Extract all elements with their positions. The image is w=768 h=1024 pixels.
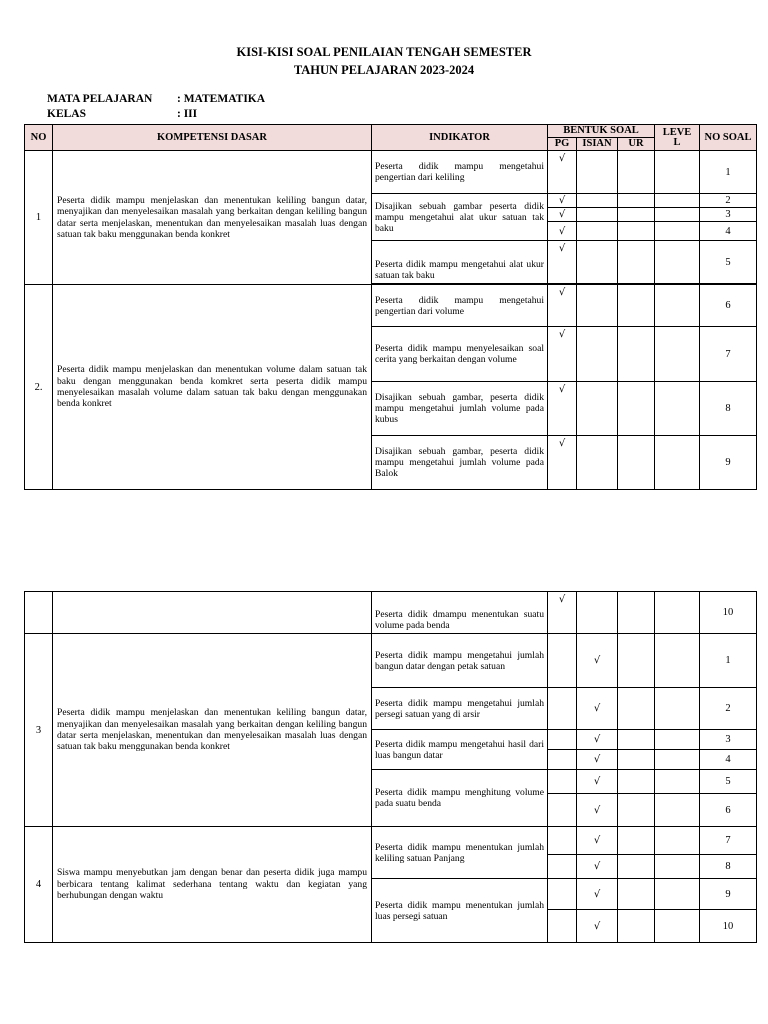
kompetensi-dasar-cell: Peserta didik mampu menjelaskan dan menentukan keliling bangun datar, menyajikan dan menyelesaikan masalah yang berkaitan dengan keliling bangun datar serta menjelaskan, menentukan dan menyelesaikan masalah luas dengan satuan tak baku menggunakan benda konkret: [53, 634, 372, 827]
indicator-cell: Peserta didik mampu mengetahui pengertian dari volume: [372, 285, 548, 327]
row-number: 1: [25, 151, 53, 285]
col-isian: ISIAN: [577, 138, 618, 151]
check-mark: √: [577, 730, 618, 750]
indicator-cell: Peserta didik dmampu menentukan suatu volume pada benda: [372, 592, 548, 634]
check-mark: √: [577, 688, 618, 730]
col-no: NO: [25, 125, 53, 151]
kompetensi-dasar-cell: Siswa mampu menyebutkan jam dengan benar dan peserta didik juga mampu berbicara tentang kalimat sederhana tentang waktu dan kegiatan yang berhubungan dengan waktu: [53, 827, 372, 943]
col-bentuk-soal: BENTUK SOAL: [548, 125, 655, 138]
subject-row: [47, 93, 265, 105]
question-number: 9: [700, 436, 757, 490]
col-indikator: INDIKATOR: [372, 125, 548, 151]
indicator-cell: Peserta didik mampu menentukan jumlah keliling satuan Panjang: [372, 827, 548, 879]
col-level: LEVE L: [655, 125, 700, 151]
indicator-cell: Peserta didik mampu mengetahui pengertian dari keliling: [372, 151, 548, 194]
indicator-cell: Peserta didik mampu mengetahui jumlah persegi satuan yang di arsir: [372, 688, 548, 730]
kompetensi-dasar-cell: Peserta didik mampu menjelaskan dan menentukan volume dalam satuan tak baku dengan menggunakan benda komkret serta peserta didik mampu menyelesaikan masalah volume dalam satuan tak baku dengan menggunakan benda konkret: [53, 285, 372, 490]
grid-table-page-1: [24, 124, 757, 490]
col-pg: PG: [548, 138, 577, 151]
question-number: 1: [700, 634, 757, 688]
kompetensi-dasar-cell: Peserta didik mampu menjelaskan dan menentukan keliling bangun datar, menyajikan dan menyelesaikan masalah yang berkaitan dengan keliling bangun datar serta menjelaskan, menentukan dan menyelesaikan masalah luas dengan satuan tak baku menggunakan benda konkret: [53, 151, 372, 285]
question-number: 2: [700, 194, 757, 208]
row-number: 4: [25, 827, 53, 943]
question-number: 7: [700, 827, 757, 855]
indicator-cell: Disajikan sebuah gambar, peserta didik mampu mengetahui jumlah volume pada kubus: [372, 382, 548, 436]
question-number: 7: [700, 327, 757, 382]
indicator-cell: Peserta didik mampu menghitung volume pada suatu benda: [372, 770, 548, 827]
subject-value: : MATEMATIKA: [177, 93, 266, 105]
question-number: 10: [700, 592, 757, 634]
table-row: [25, 285, 757, 327]
subject-label: MATA PELAJARAN: [47, 93, 153, 105]
check-mark: √: [577, 855, 618, 879]
check-mark: √: [577, 879, 618, 910]
header-row: [25, 125, 757, 138]
table-row: [25, 592, 757, 634]
check-mark: √: [577, 827, 618, 855]
check-mark: √: [548, 327, 577, 382]
question-number: 9: [700, 879, 757, 910]
question-number: 8: [700, 855, 757, 879]
col-no-soal: NO SOAL: [700, 125, 757, 151]
question-number: 6: [700, 285, 757, 327]
indicator-cell: Peserta didik mampu mengetahui hasil dari luas bangun datar: [372, 730, 548, 770]
question-number: 5: [700, 770, 757, 794]
class-value: : III: [177, 108, 198, 120]
indicator-cell: Disajikan sebuah gambar, peserta didik mampu mengetahui jumlah volume pada Balok: [372, 436, 548, 490]
col-ur: UR: [618, 138, 655, 151]
check-mark: √: [548, 241, 577, 284]
question-number: 10: [700, 910, 757, 943]
class-label: KELAS: [47, 108, 86, 120]
table-row: [25, 634, 757, 688]
check-mark: √: [548, 592, 577, 634]
check-mark: √: [548, 151, 577, 194]
question-number: 4: [700, 750, 757, 770]
check-mark: √: [548, 194, 577, 208]
grid-table-page-2: [24, 591, 757, 943]
row-number: 2.: [25, 285, 53, 490]
document-title: KISI-KISI SOAL PENILAIAN TENGAH SEMESTER: [236, 45, 532, 59]
col-kompetensi-dasar: KOMPETENSI DASAR: [53, 125, 372, 151]
indicator-cell: Peserta didik mampu mengetahui alat ukur satuan tak baku: [372, 241, 548, 284]
check-mark: √: [577, 794, 618, 827]
check-mark: √: [548, 382, 577, 436]
check-mark: √: [548, 208, 577, 222]
check-mark: √: [577, 770, 618, 794]
check-mark: √: [548, 285, 577, 327]
class-row: [47, 108, 197, 120]
document-subtitle: TAHUN PELAJARAN 2023-2024: [293, 63, 475, 77]
indicator-cell: Peserta didik mampu menentukan jumlah luas persegi satuan: [372, 879, 548, 943]
indicator-cell: Peserta didik mampu mengetahui jumlah bangun datar dengan petak satuan: [372, 634, 548, 688]
table-row: [25, 151, 757, 194]
row-number: 3: [25, 634, 53, 827]
question-number: 4: [700, 222, 757, 241]
question-number: 1: [700, 151, 757, 194]
check-mark: √: [577, 910, 618, 943]
check-mark: √: [548, 436, 577, 490]
indicator-cell: Disajikan sebuah gambar peserta didik mampu mengetahui alat ukur satuan tak baku: [372, 194, 548, 241]
check-mark: √: [577, 750, 618, 770]
question-number: 5: [700, 241, 757, 284]
question-number: 6: [700, 794, 757, 827]
table-row: [25, 827, 757, 855]
question-number: 3: [700, 730, 757, 750]
check-mark: √: [577, 634, 618, 688]
check-mark: √: [548, 222, 577, 241]
question-number: 2: [700, 688, 757, 730]
question-number: 8: [700, 382, 757, 436]
question-number: 3: [700, 208, 757, 222]
indicator-cell: Peserta didik mampu menyelesaikan soal cerita yang berkaitan dengan volume: [372, 327, 548, 382]
